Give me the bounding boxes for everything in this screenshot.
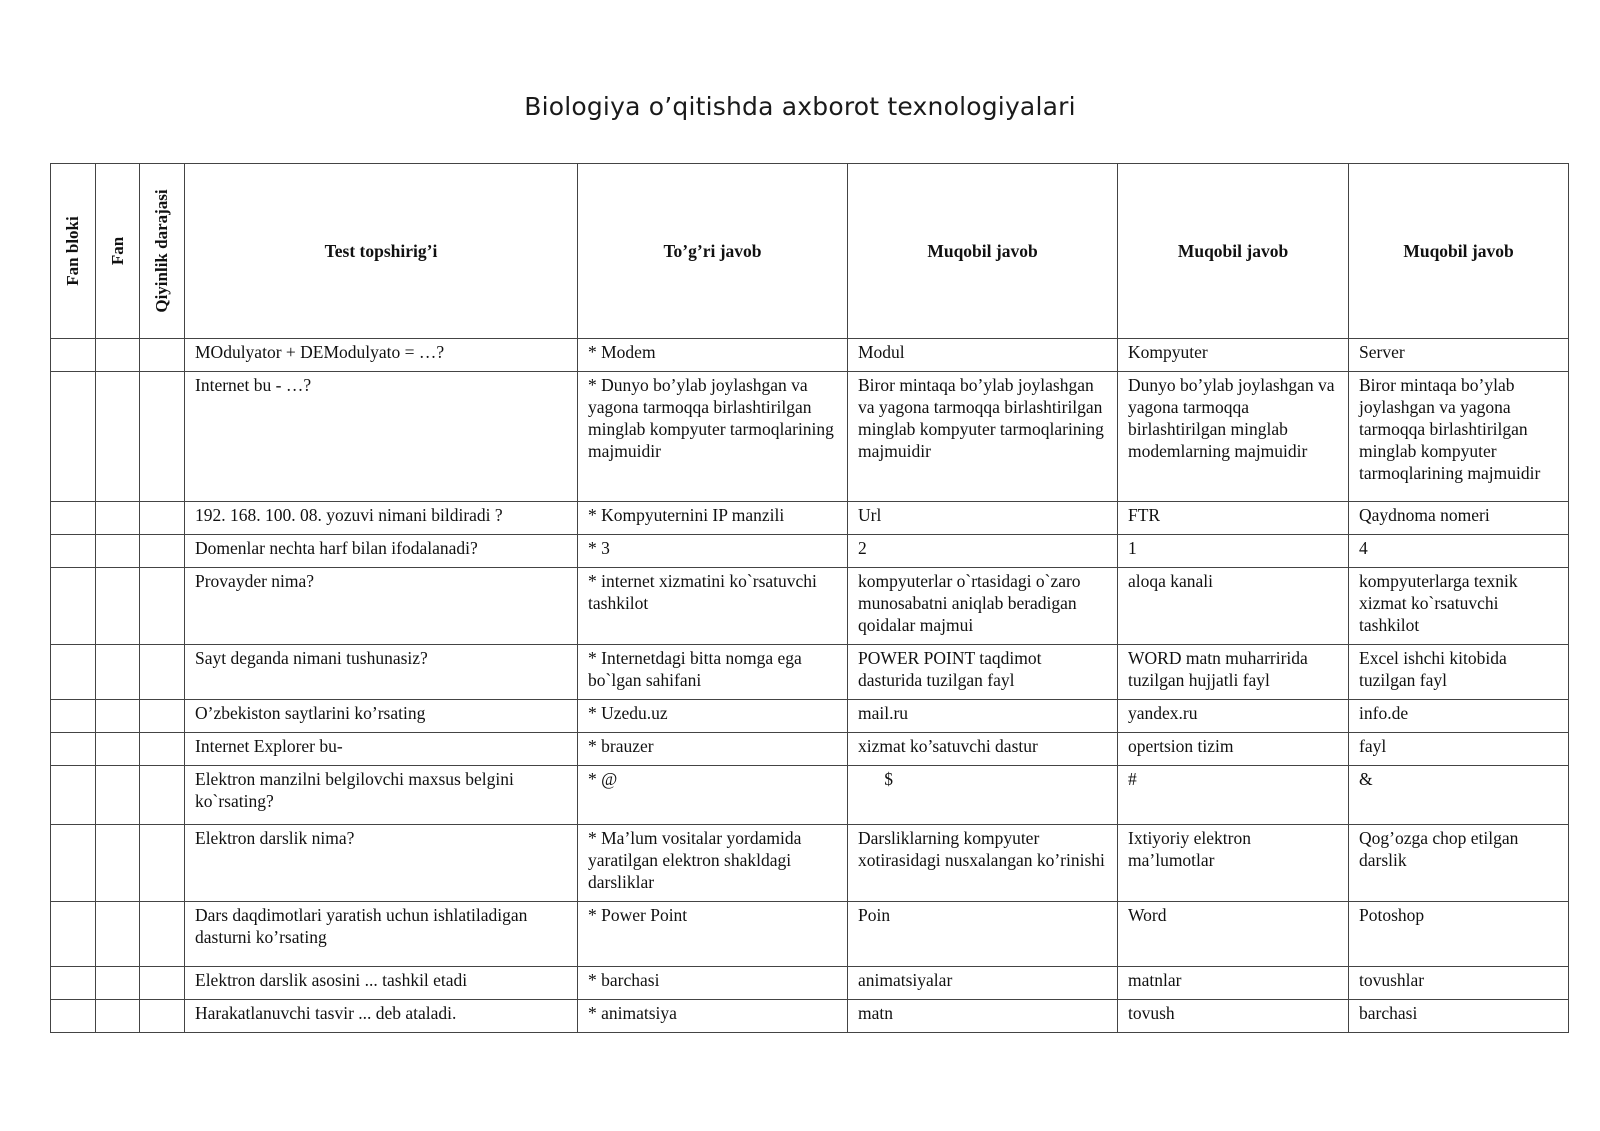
empty-meta-cell xyxy=(140,502,185,535)
question-cell: Internet Explorer bu- xyxy=(185,733,578,766)
table-row xyxy=(51,535,1569,568)
alt-answer-cell-3: tovushlar xyxy=(1349,967,1569,1000)
header-togri: To’g’ri javob xyxy=(578,164,848,339)
empty-meta-cell xyxy=(96,645,140,700)
alt-answer-cell-1: matn xyxy=(848,1000,1118,1033)
alt-answer-cell-1: mail.ru xyxy=(848,700,1118,733)
alt-answer-cell-1: Url xyxy=(848,502,1118,535)
alt-answer-cell-3: kompyuterlarga texnik xizmat ko`rsatuvchi tashkilot xyxy=(1349,568,1569,645)
alt-answer-cell-2: opertsion tizim xyxy=(1118,733,1349,766)
alt-answer-cell-2: yandex.ru xyxy=(1118,700,1349,733)
empty-meta-cell xyxy=(140,967,185,1000)
alt-answer-cell-1: xizmat ko’satuvchi dastur xyxy=(848,733,1118,766)
question-cell: Domenlar nechta harf bilan ifodalanadi? xyxy=(185,535,578,568)
correct-answer-cell: * barchasi xyxy=(578,967,848,1000)
empty-meta-cell xyxy=(140,902,185,967)
alt-answer-cell-2: WORD matn muharririda tuzilgan hujjatli fayl xyxy=(1118,645,1349,700)
correct-answer-cell: * Ma’lum vositalar yordamida yaratilgan elektron shakldagi darsliklar xyxy=(578,825,848,902)
alt-answer-cell-1: Darsliklarning kompyuter xotirasidagi nusxalangan ko’rinishi xyxy=(848,825,1118,902)
alt-answer-cell-2: aloqa kanali xyxy=(1118,568,1349,645)
alt-answer-cell-2: 1 xyxy=(1118,535,1349,568)
table-row xyxy=(51,339,1569,372)
empty-meta-cell xyxy=(51,733,96,766)
header-row xyxy=(51,164,1569,339)
table-row xyxy=(51,902,1569,967)
correct-answer-cell: * Dunyo bo’ylab joylashgan va yagona tarmoqqa birlashtirilgan minglab kompyuter tarmoqlarining majmuidir xyxy=(578,372,848,502)
empty-meta-cell xyxy=(140,372,185,502)
empty-meta-cell xyxy=(96,766,140,825)
question-cell: O’zbekiston saytlarini ko’rsating xyxy=(185,700,578,733)
empty-meta-cell xyxy=(140,733,185,766)
empty-meta-cell xyxy=(96,967,140,1000)
empty-meta-cell xyxy=(96,372,140,502)
question-cell: Dars daqdimotlari yaratish uchun ishlatiladigan dasturni ko’rsating xyxy=(185,902,578,967)
table-row xyxy=(51,568,1569,645)
page-title: Biologiya o’qitishda axborot texnologiyalari xyxy=(524,92,1076,121)
alt-answer-cell-3: Server xyxy=(1349,339,1569,372)
alt-answer-cell-3: Qaydnoma nomeri xyxy=(1349,502,1569,535)
question-cell: Internet bu - …? xyxy=(185,372,578,502)
correct-answer-cell: * Uzedu.uz xyxy=(578,700,848,733)
empty-meta-cell xyxy=(51,1000,96,1033)
alt-answer-cell-2: Kompyuter xyxy=(1118,339,1349,372)
empty-meta-cell xyxy=(140,766,185,825)
alt-answer-cell-1: POWER POINT taqdimot dasturida tuzilgan fayl xyxy=(848,645,1118,700)
correct-answer-cell: * Modem xyxy=(578,339,848,372)
table-row xyxy=(51,502,1569,535)
test-table xyxy=(50,163,1569,1033)
empty-meta-cell xyxy=(140,339,185,372)
empty-meta-cell xyxy=(51,502,96,535)
alt-answer-cell-2: FTR xyxy=(1118,502,1349,535)
question-cell: Elektron darslik asosini ... tashkil etadi xyxy=(185,967,578,1000)
alt-answer-cell-1: 2 xyxy=(848,535,1118,568)
question-cell: Provayder nima? xyxy=(185,568,578,645)
correct-answer-cell: * 3 xyxy=(578,535,848,568)
header-muqobil-2: Muqobil javob xyxy=(1118,164,1349,339)
alt-answer-cell-2: matnlar xyxy=(1118,967,1349,1000)
alt-answer-cell-3: Excel ishchi kitobida tuzilgan fayl xyxy=(1349,645,1569,700)
correct-answer-cell: * brauzer xyxy=(578,733,848,766)
empty-meta-cell xyxy=(51,568,96,645)
empty-meta-cell xyxy=(96,825,140,902)
empty-meta-cell xyxy=(96,733,140,766)
question-cell: Elektron darslik nima? xyxy=(185,825,578,902)
correct-answer-cell: * internet xizmatini ko`rsatuvchi tashkilot xyxy=(578,568,848,645)
alt-answer-cell-1: Poin xyxy=(848,902,1118,967)
header-muqobil-1: Muqobil javob xyxy=(848,164,1118,339)
alt-answer-cell-1: Modul xyxy=(848,339,1118,372)
empty-meta-cell xyxy=(96,568,140,645)
alt-answer-cell-3: fayl xyxy=(1349,733,1569,766)
correct-answer-cell: * Internetdagi bitta nomga ega bo`lgan sahifani xyxy=(578,645,848,700)
alt-answer-cell-1: $ xyxy=(848,766,1118,825)
empty-meta-cell xyxy=(51,372,96,502)
empty-meta-cell xyxy=(96,339,140,372)
question-cell: Harakatlanuvchi tasvir ... deb ataladi. xyxy=(185,1000,578,1033)
table-row xyxy=(51,766,1569,825)
header-test: Test topshirig’i xyxy=(185,164,578,339)
alt-answer-cell-1: Biror mintaqa bo’ylab joylashgan va yagona tarmoqqa birlashtirilgan minglab kompyuter tarmoqlarining majmuidir xyxy=(848,372,1118,502)
table-row xyxy=(51,825,1569,902)
alt-answer-cell-2: Word xyxy=(1118,902,1349,967)
alt-answer-cell-3: info.de xyxy=(1349,700,1569,733)
empty-meta-cell xyxy=(51,902,96,967)
question-cell: 192. 168. 100. 08. yozuvi nimani bildiradi ? xyxy=(185,502,578,535)
empty-meta-cell xyxy=(51,339,96,372)
empty-meta-cell xyxy=(51,700,96,733)
alt-answer-cell-2: Dunyo bo’ylab joylashgan va yagona tarmoqqa birlashtirilgan minglab modemlarning majmuidir xyxy=(1118,372,1349,502)
table-row xyxy=(51,1000,1569,1033)
empty-meta-cell xyxy=(140,535,185,568)
correct-answer-cell: * @ xyxy=(578,766,848,825)
alt-answer-cell-2: Ixtiyoriy elektron ma’lumotlar xyxy=(1118,825,1349,902)
empty-meta-cell xyxy=(140,568,185,645)
alt-answer-cell-3: Qog’ozga chop etilgan darslik xyxy=(1349,825,1569,902)
question-cell: Sayt deganda nimani tushunasiz? xyxy=(185,645,578,700)
alt-answer-cell-3: 4 xyxy=(1349,535,1569,568)
table-row xyxy=(51,733,1569,766)
empty-meta-cell xyxy=(140,1000,185,1033)
alt-answer-cell-1: animatsiyalar xyxy=(848,967,1118,1000)
table-row xyxy=(51,372,1569,502)
empty-meta-cell xyxy=(96,1000,140,1033)
empty-meta-cell xyxy=(96,700,140,733)
alt-answer-cell-2: # xyxy=(1118,766,1349,825)
correct-answer-cell: * animatsiya xyxy=(578,1000,848,1033)
alt-answer-cell-1: kompyuterlar o`rtasidagi o`zaro munosabatni aniqlab beradigan qoidalar majmui xyxy=(848,568,1118,645)
alt-answer-cell-2: tovush xyxy=(1118,1000,1349,1033)
alt-answer-cell-3: Biror mintaqa bo’ylab joylashgan va yagona tarmoqqa birlashtirilgan minglab kompyuter tarmoqlarining majmuidir xyxy=(1349,372,1569,502)
empty-meta-cell xyxy=(51,535,96,568)
empty-meta-cell xyxy=(51,825,96,902)
header-muqobil-3: Muqobil javob xyxy=(1349,164,1569,339)
table-row xyxy=(51,967,1569,1000)
empty-meta-cell xyxy=(96,535,140,568)
alt-answer-cell-3: barchasi xyxy=(1349,1000,1569,1033)
alt-answer-cell-3: & xyxy=(1349,766,1569,825)
empty-meta-cell xyxy=(140,700,185,733)
empty-meta-cell xyxy=(140,825,185,902)
table-row xyxy=(51,645,1569,700)
empty-meta-cell xyxy=(51,967,96,1000)
question-cell: Elektron manzilni belgilovchi maxsus belgini ko`rsating? xyxy=(185,766,578,825)
empty-meta-cell xyxy=(96,902,140,967)
alt-answer-cell-3: Potoshop xyxy=(1349,902,1569,967)
correct-answer-cell: * Power Point xyxy=(578,902,848,967)
empty-meta-cell xyxy=(51,766,96,825)
question-cell: MOdulyator + DEModulyato = …? xyxy=(185,339,578,372)
empty-meta-cell xyxy=(51,645,96,700)
empty-meta-cell xyxy=(140,645,185,700)
header-fan: Fan xyxy=(96,164,140,339)
header-fan-bloki: Fan bloki xyxy=(51,164,96,339)
table-row xyxy=(51,700,1569,733)
correct-answer-cell: * Kompyuternini IP manzili xyxy=(578,502,848,535)
header-qiyinlik: Qiyinlik darajasi xyxy=(140,164,185,339)
empty-meta-cell xyxy=(96,502,140,535)
